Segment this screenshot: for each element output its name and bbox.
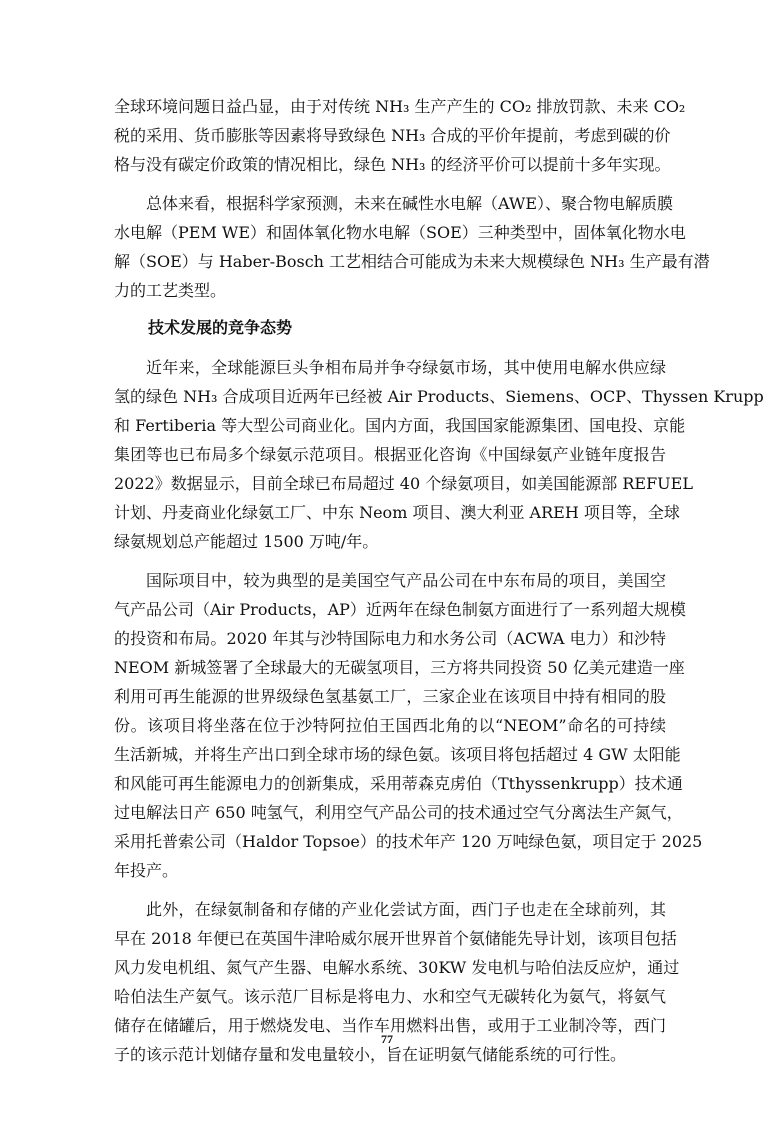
page-number: 77 [381,1032,393,1046]
paragraph-neom-project [114,566,703,885]
text-line: 力的工艺类型。 [114,281,227,300]
text-line: 绿氨规划总产能超过 1500 万吨/年。 [114,532,379,551]
text-line: NEOM 新城签署了全球最大的无碳氢项目，三方将共同投资 50 亿美元建造一座 [114,658,685,677]
text-line: 子的该示范计划储存量和发电量较小，旨在证明氨气储能系统的可行性。 [114,1045,627,1064]
text-line: 和风能可再生能源电力的创新集成，采用蒂森克虏伯（Tthyssenkrupp）技术通 [114,774,683,793]
text-line: 的投资和布局。2020 年其与沙特国际电力和水务公司（ACWA 电力）和沙特 [114,629,666,648]
text-line: 和 Fertiberia 等大型公司商业化。国内方面，我国国家能源集团、国电投、京能 [114,416,686,435]
text-line: 集团等也已布局多个绿氨示范项目。根据亚化咨询《中国绿氨产业链年度报告 [114,445,666,464]
text-line: 此外，在绿氨制备和存储的产业化尝试方面，西门子也走在全球前列，其 [146,900,666,919]
document-body [114,92,764,1069]
text-line: 气产品公司（Air Products，AP）近两年在绿色制氨方面进行了一系列超大规模 [114,600,686,619]
text-line: 2022》数据显示，目前全球已布局超过 40 个绿氨项目，如美国能源部 REFUEL [114,474,693,493]
paragraph-carbon-pricing [114,92,686,179]
text-line: 采用托普索公司（Haldor Topsoe）的技术年产 120 万吨绿色氨，项目定于 2025 [114,832,703,851]
text-line: 税的采用、货币膨胀等因素将导致绿色 NH₃ 合成的平价年提前，考虑到碳的价 [114,126,671,145]
paragraph-electrolysis-outlook [114,189,710,305]
text-line: 哈伯法生产氨气。该示范厂目标是将电力、水和空气无碳转化为氨气，将氨气 [114,987,666,1006]
text-line: 早在 2018 年便已在英国牛津哈威尔展开世界首个氨储能先导计划，该项目包括 [114,929,677,948]
text-line: 解（SOE）与 Haber-Bosch 工艺相结合可能成为未来大规模绿色 NH₃ 生产最有潜 [114,252,710,271]
text-line: 利用可再生能源的世界级绿色氢基氨工厂，三家企业在该项目中持有相同的股 [114,687,666,706]
text-line: 总体来看，根据科学家预测，未来在碱性水电解（AWE）、聚合物电解质膜 [146,194,674,213]
text-line: 格与没有碳定价政策的情况相比，绿色 NH₃ 的经济平价可以提前十多年实现。 [114,155,671,174]
text-line: 年投产。 [114,861,179,880]
text-line: 过电解法日产 650 吨氢气，利用空气产品公司的技术通过空气分离法生产氮气， [114,803,683,822]
text-line: 全球环境问题日益凸显，由于对传统 NH₃ 生产产生的 CO₂ 排放罚款、未来 CO₂ [114,97,686,116]
text-line: 氢的绿色 NH₃ 合成项目近两年已经被 Air Products、Siemens、OCP、Thyssen Krupp [114,387,764,406]
text-line: 水电解（PEM WE）和固体氧化物水电解（SOE）三种类型中，固体氧化物水电 [114,223,686,242]
text-line: 生活新城，并将生产出口到全球市场的绿色氨。该项目将包括超过 4 GW 太阳能 [114,745,681,764]
section-heading: 技术发展的竞争态势 [148,318,293,337]
text-line: 国际项目中，较为典型的是美国空气产品公司在中东布局的项目，美国空 [146,571,666,590]
text-line: 计划、丹麦商业化绿氨工厂、中东 Neom 项目、澳大利亚 AREH 项目等，全球 [114,503,680,522]
text-line: 储存在储罐后，用于燃烧发电、当作车用燃料出售，或用于工业制冷等，西门 [114,1016,666,1035]
text-line: 份。该项目将坐落在位于沙特阿拉伯王国西北角的以“NEOM”命名的可持续 [114,716,666,735]
text-line: 风力发电机组、氮气产生器、电解水系统、30KW 发电机与哈伯法反应炉，通过 [114,958,680,977]
text-line: 近年来，全球能源巨头争相布局并争夺绿氨市场，其中使用电解水供应绿 [146,358,666,377]
paragraph-global-competition [114,353,764,556]
